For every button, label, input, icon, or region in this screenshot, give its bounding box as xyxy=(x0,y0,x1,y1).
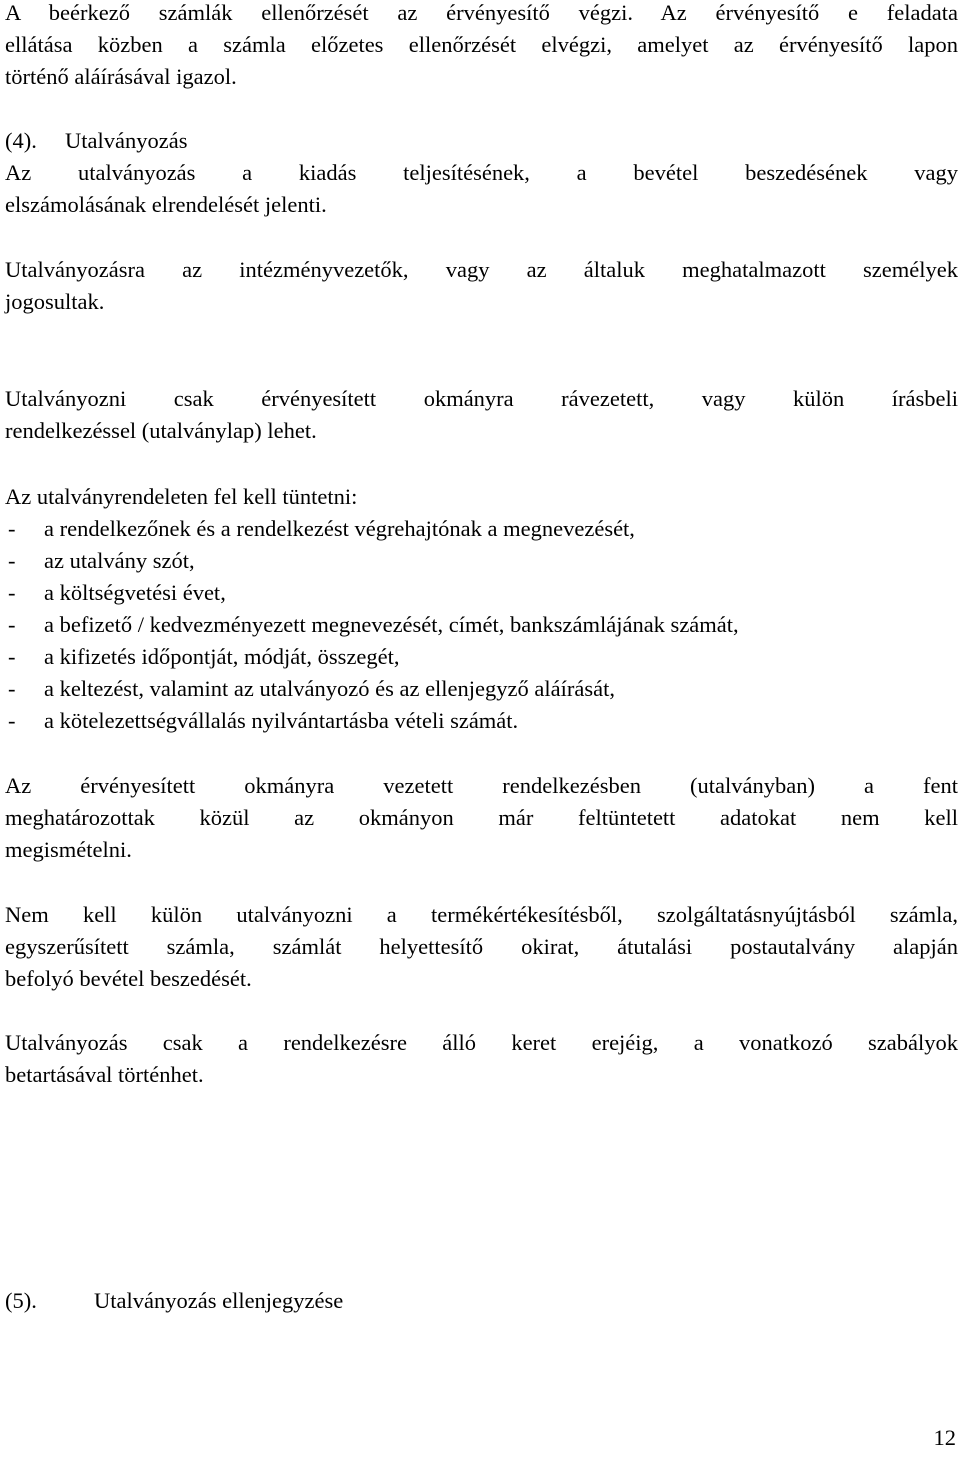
list-item: - a kötelezettségvállalás nyilvántartásba vételi számát. xyxy=(8,708,519,733)
text-line: rendelkezéssel (utalványlap) lehet. xyxy=(5,418,317,443)
text-line: Az utalványozás a kiadás teljesítésének, a bevétel beszedésének vagy xyxy=(5,160,958,185)
text-line: befolyó bevétel beszedését. xyxy=(5,966,252,991)
paragraph-budget-limit xyxy=(5,1027,958,1091)
text-line: Utalványozásra az intézményvezetők, vagy az általuk meghatalmazott személyek xyxy=(5,257,958,282)
list-item: - a keltezést, valamint az utalványozó és az ellenjegyző aláírását, xyxy=(8,676,615,701)
text-line: jogosultak. xyxy=(5,289,105,314)
text-line: történő aláírásával igazol. xyxy=(5,64,237,89)
paragraph-no-repeat xyxy=(5,770,958,866)
text-line: meghatározottak közül az okmányon már feltüntetett adatokat nem kell xyxy=(5,805,958,830)
list-item: - a rendelkezőnek és a rendelkezést végrehajtónak a megnevezését, xyxy=(8,516,635,541)
text-line: betartásával történhet. xyxy=(5,1062,204,1087)
paragraph-exemptions xyxy=(5,899,958,995)
paragraph-validated-docs xyxy=(5,383,958,447)
paragraph-definition xyxy=(5,157,958,221)
page-number: 12 xyxy=(933,1425,956,1450)
list-intro: Az utalványrendeleten fel kell tüntetni: xyxy=(5,484,358,509)
paragraph-authorized xyxy=(5,254,958,318)
text-line: egyszerűsített számla, számlát helyettesítő okirat, átutalási postautalvány alapján xyxy=(5,934,958,959)
text-line: elszámolásának elrendelését jelenti. xyxy=(5,192,327,217)
text-line: ellátása közben a számla előzetes ellenőrzését elvégzi, amelyet az érvényesítő lapon xyxy=(5,32,958,57)
text-line: Utalványozás csak a rendelkezésre álló keret erejéig, a vonatkozó szabályok xyxy=(5,1030,958,1055)
list-item: - a kifizetés időpontját, módját, összegét, xyxy=(8,644,400,669)
section-heading-4 xyxy=(5,125,958,157)
section-heading-5 xyxy=(5,1285,958,1317)
list-item: - a befizető / kedvezményezett megnevezését, címét, bankszámlájának számát, xyxy=(8,612,739,637)
text-line: A beérkező számlák ellenőrzését az érvényesítő végzi. Az érvényesítő e feladata xyxy=(5,0,958,25)
text-line: megismételni. xyxy=(5,837,132,862)
section-number: (5). xyxy=(5,1288,37,1313)
section-number: (4). xyxy=(5,128,37,153)
list-item: - az utalvány szót, xyxy=(8,548,195,573)
text-line: Az érvényesített okmányra vezetett rendelkezésben (utalványban) a fent xyxy=(5,773,958,798)
section-title: Utalványozás ellenjegyzése xyxy=(94,1288,344,1313)
text-line: Utalványozni csak érvényesített okmányra rávezetett, vagy külön írásbeli xyxy=(5,386,958,411)
list-item: - a költségvetési évet, xyxy=(8,580,226,605)
text-line: Nem kell külön utalványozni a termékértékesítésből, szolgáltatásnyújtásból számla, xyxy=(5,902,958,927)
paragraph-invoice-check xyxy=(5,0,958,93)
section-title: Utalványozás xyxy=(65,128,188,153)
required-fields-list xyxy=(5,481,958,737)
